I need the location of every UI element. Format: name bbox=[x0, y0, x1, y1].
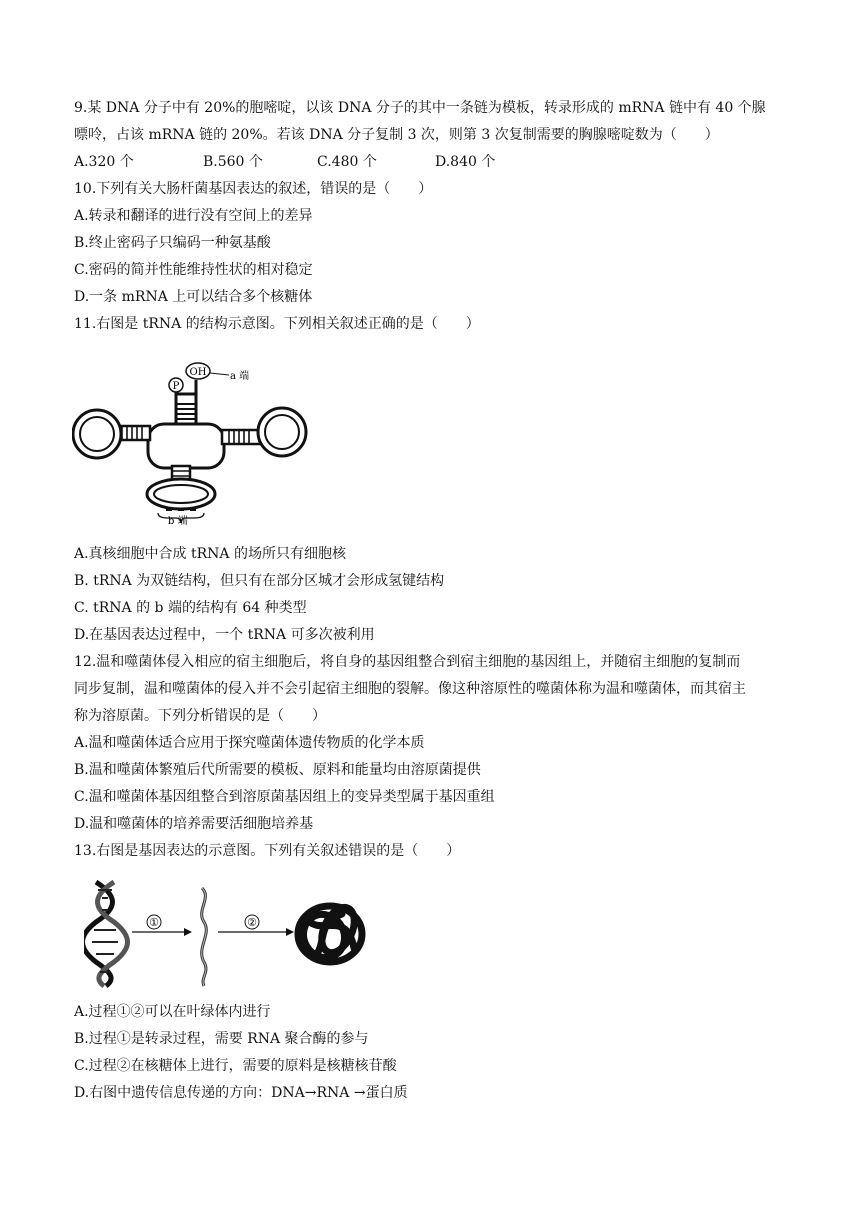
q12-option-c: C.温和噬菌体基因组整合到溶原菌基因组上的变异类型属于基因重组 bbox=[74, 789, 495, 805]
q9-option-a: A.320 个 bbox=[74, 154, 134, 170]
q10-stem: 10.下列有关大肠杆菌基因表达的叙述，错误的是（ ） bbox=[74, 181, 433, 197]
q11-option-b: B. tRNA 为双链结构，但只有在部分区城才会形成氢键结构 bbox=[74, 573, 445, 589]
folded-protein-icon bbox=[296, 902, 362, 965]
q10-option-b: B.终止密码子只编码一种氨基酸 bbox=[74, 235, 271, 251]
q10-option-a: A.转录和翻译的进行没有空间上的差异 bbox=[74, 208, 313, 224]
dna-helix-icon bbox=[84, 882, 128, 986]
q11-option-a: A.真核细胞中合成 tRNA 的场所只有细胞核 bbox=[74, 546, 346, 562]
q11-stem: 11.右图是 tRNA 的结构示意图。下列相关叙述正确的是（ ） bbox=[74, 316, 480, 332]
q13-option-b: B.过程①是转录过程，需要 RNA 聚合酶的参与 bbox=[74, 1031, 369, 1047]
step-2-label: ② bbox=[247, 916, 257, 929]
b-end-label: b 端 bbox=[168, 516, 188, 527]
a-end-label: a 端 bbox=[230, 371, 250, 382]
q9-option-b: B.560 个 bbox=[203, 154, 263, 170]
q12-option-a: A.温和噬菌体适合应用于探究噬菌体遗传物质的化学本质 bbox=[74, 735, 425, 751]
q12-option-b: B.温和噬菌体繁殖后代所需要的模板、原料和能量均由溶原菌提供 bbox=[74, 762, 481, 778]
step-1-label: ① bbox=[149, 916, 159, 929]
q12-option-d: D.温和噬菌体的培养需要活细胞培养基 bbox=[74, 816, 314, 832]
gene-expression-figure bbox=[84, 878, 374, 988]
q13-stem: 13.右图是基因表达的示意图。下列有关叙述错误的是（ ） bbox=[74, 843, 461, 859]
phosphate-label: P bbox=[172, 381, 180, 392]
q12-stem-line1: 12.温和噬菌体侵入相应的宿主细胞后，将自身的基因组整合到宿主细胞的基因组上，并随宿主细胞的复制而 bbox=[74, 654, 741, 670]
q13-option-c: C.过程②在核糖体上进行，需要的原料是核糖核苷酸 bbox=[74, 1058, 397, 1074]
q10-option-d: D.一条 mRNA 上可以结合多个核糖体 bbox=[74, 289, 313, 305]
q9-stem-line1: 9.某 DNA 分子中有 20%的胞嘧啶，以该 DNA 分子的其中一条链为模板，转录形成的 mRNA 链中有 40 个腺 bbox=[74, 100, 766, 116]
q13-option-d: D.右图中遗传信息传递的方向：DNA→RNA →蛋白质 bbox=[74, 1085, 408, 1101]
q9-option-c: C.480 个 bbox=[317, 154, 377, 170]
q9-stem-line2: 嘌呤，占该 mRNA 链的 20%。若该 DNA 分子复制 3 次，则第 3 次复制需要的胸腺嘧啶数为（ ） bbox=[74, 127, 719, 143]
trna-structure-figure bbox=[72, 352, 312, 530]
q11-option-d: D.在基因表达过程中，一个 tRNA 可多次被利用 bbox=[74, 627, 375, 643]
hydroxyl-label: OH bbox=[189, 367, 207, 378]
q13-option-a: A.过程①②可以在叶绿体内进行 bbox=[74, 1004, 271, 1020]
q12-stem-line2: 同步复制，温和噬菌体的侵入并不会引起宿主细胞的裂解。像这种溶原性的噬菌体称为温和噬菌体，而其宿主 bbox=[74, 681, 746, 697]
q11-option-c: C. tRNA 的 b 端的结构有 64 种类型 bbox=[74, 600, 307, 616]
q12-stem-line3: 称为溶原菌。下列分析错误的是（ ） bbox=[74, 708, 326, 724]
q10-option-c: C.密码的简并性能维持性状的相对稳定 bbox=[74, 262, 313, 278]
q9-option-d: D.840 个 bbox=[435, 154, 496, 170]
